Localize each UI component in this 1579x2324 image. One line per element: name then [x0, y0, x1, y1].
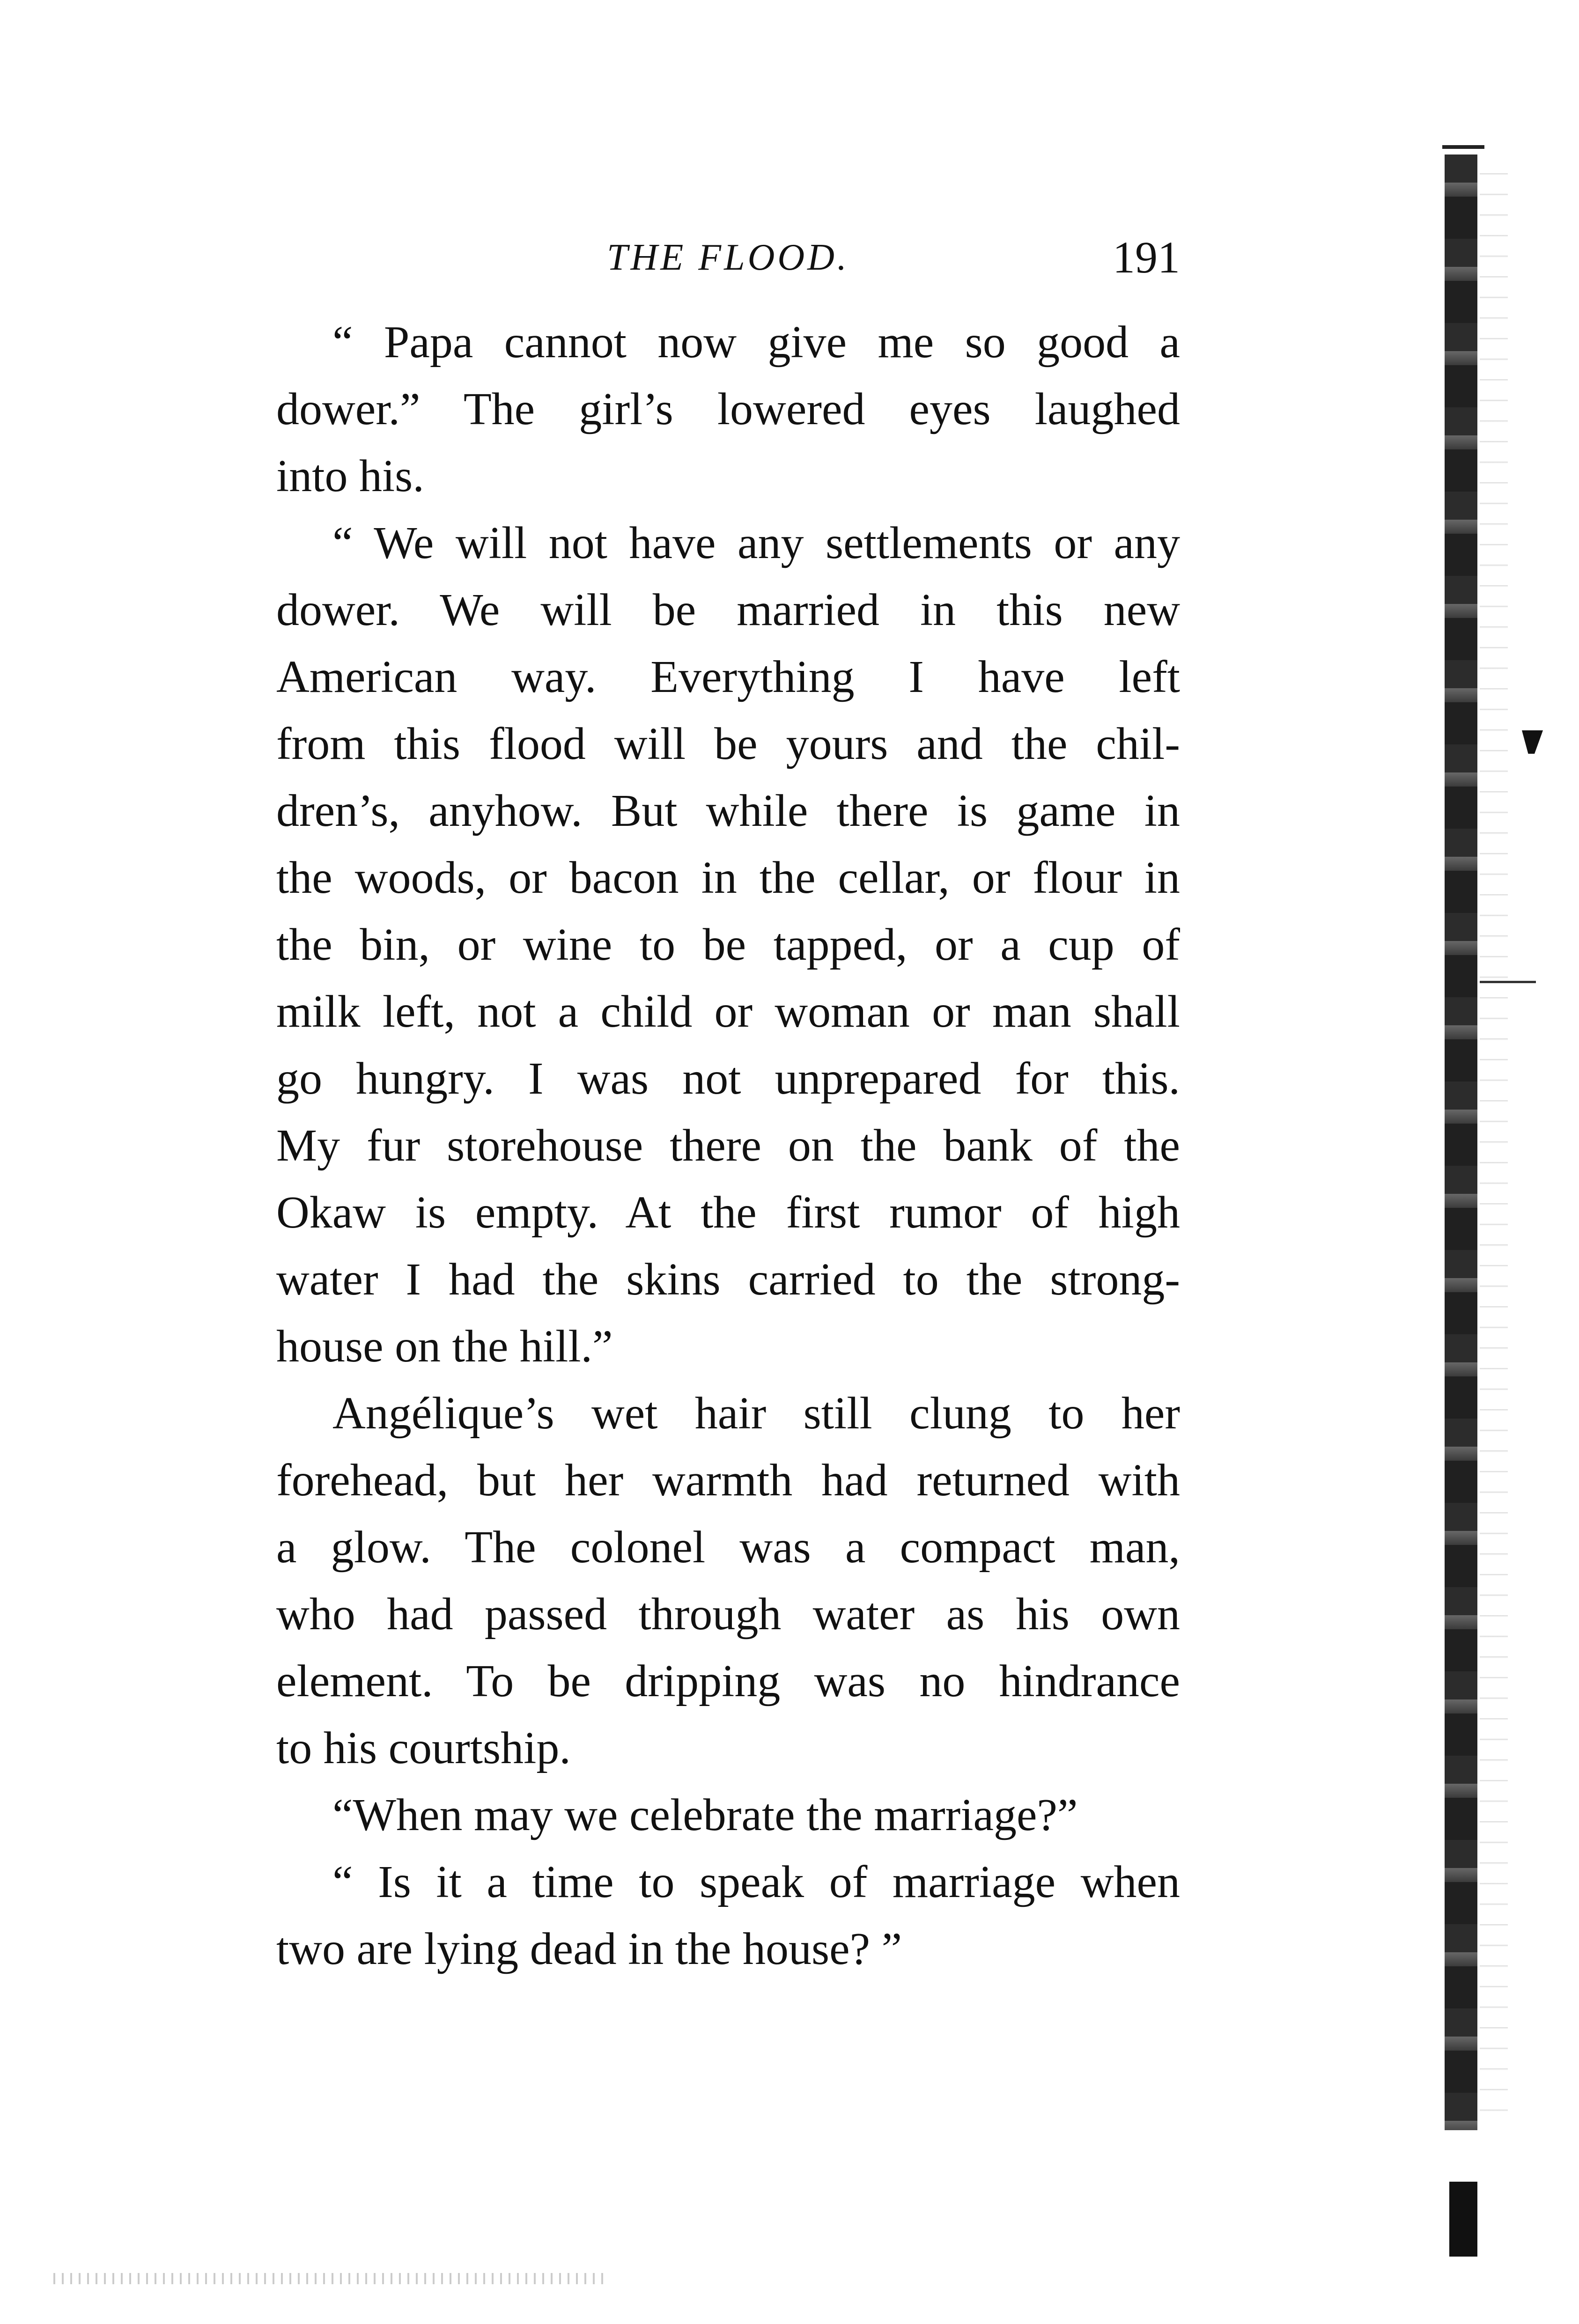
text-line: My fur storehouse there on the bank of the	[276, 1120, 1180, 1171]
text-line: element. To be dripping was no hindrance	[276, 1656, 1180, 1706]
text-line: Okaw is empty. At the first rumor of high	[276, 1187, 1180, 1238]
text-line: from this flood will be yours and the chil-	[276, 719, 1180, 769]
scan-edge-rule	[1442, 145, 1484, 149]
page-number: 191	[1113, 232, 1180, 282]
text-line: water I had the skins carried to the strong-	[276, 1254, 1180, 1305]
running-title: THE FLOOD.	[607, 237, 849, 278]
text-line: “ Is it a time to speak of marriage when	[332, 1857, 1180, 1907]
body-text	[276, 309, 1180, 1983]
text-line: into his.	[276, 451, 424, 501]
scan-edge-rule	[1480, 981, 1536, 983]
text-line: dower. We will be married in this new	[276, 585, 1180, 635]
text-line: go hungry. I was not unprepared for this.	[276, 1053, 1180, 1104]
text-line: the woods, or bacon in the cellar, or flour in	[276, 853, 1180, 903]
text-line: house on the hill.”	[276, 1321, 613, 1372]
text-line: milk left, not a child or woman or man shall	[276, 986, 1180, 1037]
text-line: two are lying dead in the house? ”	[276, 1924, 902, 1974]
text-line: American way. Everything I have left	[276, 652, 1180, 702]
text-line: forehead, but her warmth had returned with	[276, 1455, 1180, 1506]
scan-edge-speckle	[1480, 154, 1508, 2130]
scan-edge-block	[1449, 2182, 1477, 2257]
text-line: “ We will not have any settlements or any	[332, 518, 1180, 568]
text-line: the bin, or wine to be tapped, or a cup of	[276, 919, 1180, 970]
text-line: Angélique’s wet hair still clung to her	[332, 1388, 1180, 1439]
text-line: a glow. The colonel was a compact man,	[276, 1522, 1180, 1573]
running-head	[276, 229, 1180, 286]
text-line: “When may we celebrate the marriage?”	[332, 1790, 1078, 1840]
scan-edge-mark	[1522, 730, 1543, 754]
text-line: dower.” The girl’s lowered eyes laughed	[276, 384, 1180, 434]
text-line: dren’s, anyhow. But while there is game in	[276, 786, 1180, 836]
text-line: “ Papa cannot now give me so good a	[332, 317, 1180, 368]
text-line: to his courtship.	[276, 1723, 571, 1773]
text-line: who had passed through water as his own	[276, 1589, 1180, 1640]
scan-bottom-noise	[47, 2273, 609, 2284]
scan-edge-shadow	[1445, 154, 1477, 2130]
